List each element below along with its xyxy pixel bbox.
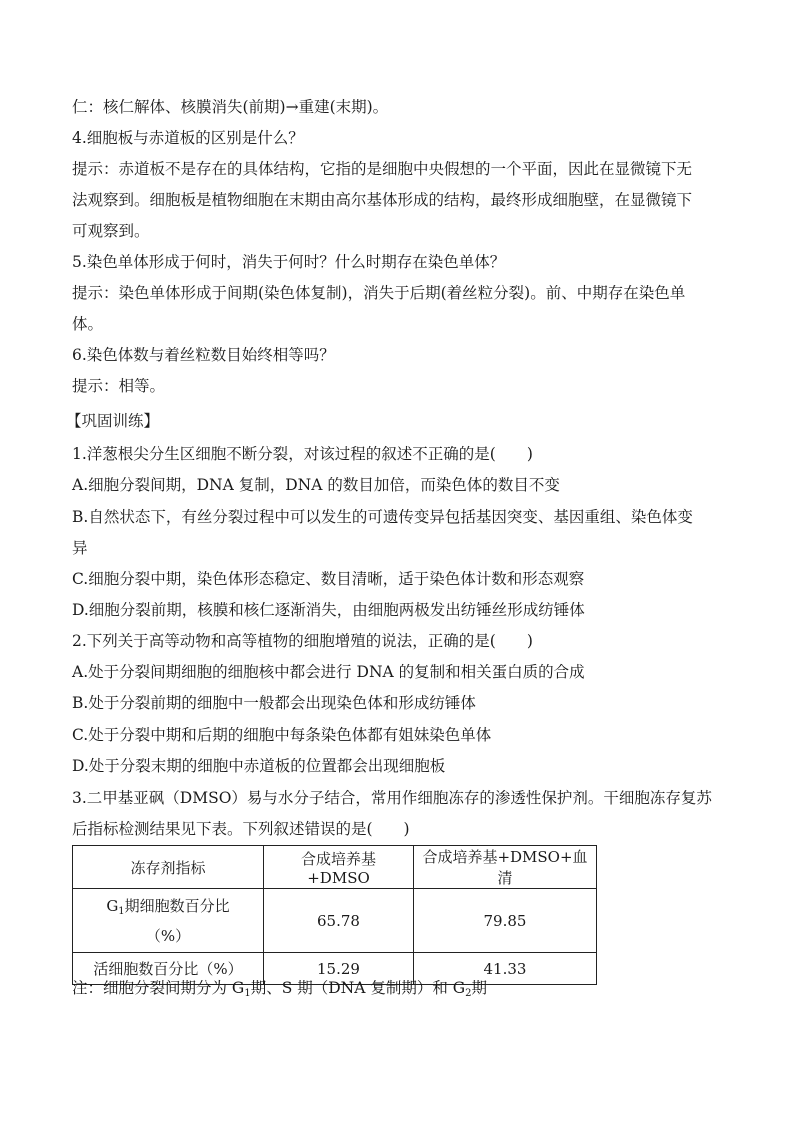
table-note: 注：细胞分裂间期分为 $G_1$期、S 期（DNA 复制期）和 $G_2$期 (72, 979, 488, 999)
question-heading: 6.染色体数与着丝粒数目始终相等吗？ (72, 346, 335, 364)
text-line: 仁：核仁解体、核膜消失(前期)→重建(末期)。 (72, 98, 389, 116)
answer-option: D.处于分裂末期的细胞中赤道板的位置都会出现细胞板 (72, 757, 446, 775)
question-stem: 后指标检测结果见下表。下列叙述错误的是( ) (72, 820, 410, 838)
answer-option-continued: 异 (72, 539, 88, 557)
text-line: 提示：相等。 (72, 377, 166, 395)
question-heading: 4.细胞板与赤道板的区别是什么？ (72, 129, 304, 147)
table-header-cell: 冻存剂指标 (73, 846, 264, 889)
question-stem: 3.二甲基亚砜（DMSO）易与水分子结合，常用作细胞冻存的渗透性保护剂。干细胞冻存复苏 (72, 789, 712, 807)
answer-option: B.处于分裂前期的细胞中一般都会出现染色体和形成纺锤体 (72, 694, 476, 712)
text-line: 法观察到。细胞板是植物细胞在末期由高尔基体形成的结构，最终形成细胞壁，在显微镜下 (72, 191, 693, 209)
row-label-unit: （%） (145, 927, 191, 945)
question-stem: 2.下列关于高等动物和高等植物的细胞增殖的说法，正确的是( ) (72, 632, 533, 650)
table-row (73, 889, 597, 953)
table-row-label (73, 889, 264, 953)
answer-option: A.细胞分裂间期，DNA 复制，DNA 的数目加倍，而染色体的数目不变 (72, 476, 560, 494)
answer-option: A.处于分裂间期细胞的细胞核中都会进行 DNA 的复制和相关蛋白质的合成 (72, 663, 585, 681)
table-cell: 79.85 (414, 889, 597, 953)
table-header-cell: 合成培养基+DMSO (264, 846, 414, 889)
table-header-row (73, 846, 597, 889)
results-table (72, 845, 597, 985)
answer-option: C.细胞分裂中期，染色体形态稳定、数目清晰，适于染色体计数和形态观察 (72, 570, 585, 588)
table-cell: 15.29 (264, 953, 414, 985)
table-row-label: 活细胞数百分比（%） (73, 953, 264, 985)
question-stem: 1.洋葱根尖分生区细胞不断分裂，对该过程的叙述不正确的是( ) (72, 445, 533, 463)
text-line: 体。 (72, 315, 104, 333)
table-header-cell: 合成培养基+DMSO+血清 (414, 846, 597, 889)
row-label-line: $G_1$期细胞数百分比 (106, 897, 230, 917)
table-cell: 65.78 (264, 889, 414, 953)
answer-option: C.处于分裂中期和后期的细胞中每条染色体都有姐妹染色单体 (72, 726, 492, 744)
text-line: 可观察到。 (72, 222, 150, 240)
table-cell: 41.33 (414, 953, 597, 985)
text-line: 提示：染色单体形成于间期(染色体复制)，消失于后期(着丝粒分裂)。前、中期存在染色单 (72, 284, 686, 302)
answer-option: D.细胞分裂前期，核膜和核仁逐渐消失，由细胞两极发出纺锤丝形成纺锤体 (72, 601, 585, 619)
answer-option: B.自然状态下，有丝分裂过程中可以发生的可遗传变异包括基因突变、基因重组、染色体变 (72, 508, 693, 526)
section-heading: 【巩固训练】 (66, 412, 160, 430)
question-heading: 5.染色单体形成于何时，消失于何时？什么时期存在染色单体？ (72, 253, 506, 271)
text-line: 提示：赤道板不是存在的具体结构，它指的是细胞中央假想的一个平面，因此在显微镜下无 (72, 160, 693, 178)
